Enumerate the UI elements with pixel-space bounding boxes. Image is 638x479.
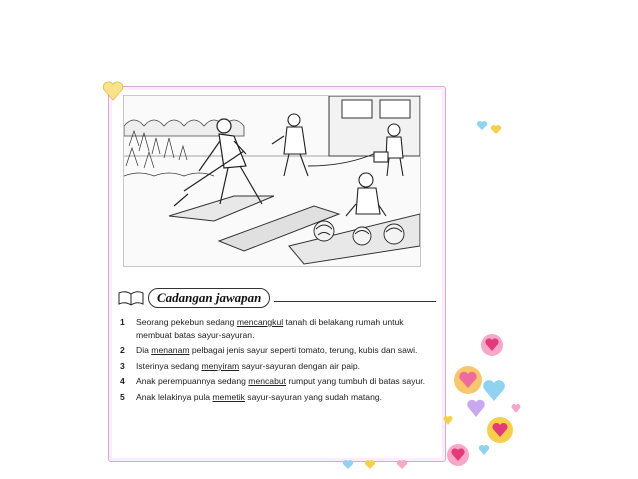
item-number: 3 <box>120 360 125 371</box>
item-text: Seorang pekebun sedang mencangkul tanah di belakang rumah untuk membuat batas sayur-sayuran. <box>136 317 404 340</box>
heart-icon <box>476 118 506 138</box>
heading-rule <box>274 301 436 302</box>
book-icon <box>118 290 144 306</box>
underlined-verb: menanam <box>151 345 190 356</box>
answer-heading <box>118 288 436 308</box>
item-number: 1 <box>120 317 125 327</box>
list-item <box>118 316 436 341</box>
item-number: 4 <box>120 376 125 387</box>
underlined-verb: mencabut <box>248 376 287 387</box>
list-item <box>118 344 436 357</box>
heart-icon <box>100 78 126 104</box>
underlined-verb: memetik <box>212 391 245 402</box>
list-item <box>118 391 436 404</box>
underlined-verb: menyiram <box>201 360 240 371</box>
heart-cluster-icon <box>440 325 530 470</box>
item-number: 5 <box>120 391 125 402</box>
heart-row-icon <box>340 455 420 473</box>
list-item <box>118 375 436 388</box>
underlined-verb: mencangkul <box>236 317 284 327</box>
list-item <box>118 360 436 373</box>
item-text: Anak lelakinya pula memetik sayur-sayuran yang sudah matang. <box>136 391 383 402</box>
answer-list <box>118 316 436 404</box>
answer-section <box>118 288 436 407</box>
item-text: Isterinya sedang menyiram sayur-sayuran dengan air paip. <box>136 360 361 371</box>
item-text: Anak perempuannya sedang mencabut rumput yang tumbuh di batas sayur. <box>136 376 426 387</box>
item-text: Dia menanam pelbagai jenis sayur seperti tomato, terung, kubis dan sawi. <box>136 345 418 356</box>
item-number: 2 <box>120 345 125 356</box>
gardening-illustration <box>123 95 421 267</box>
heading-title: Cadangan jawapan <box>148 288 270 308</box>
